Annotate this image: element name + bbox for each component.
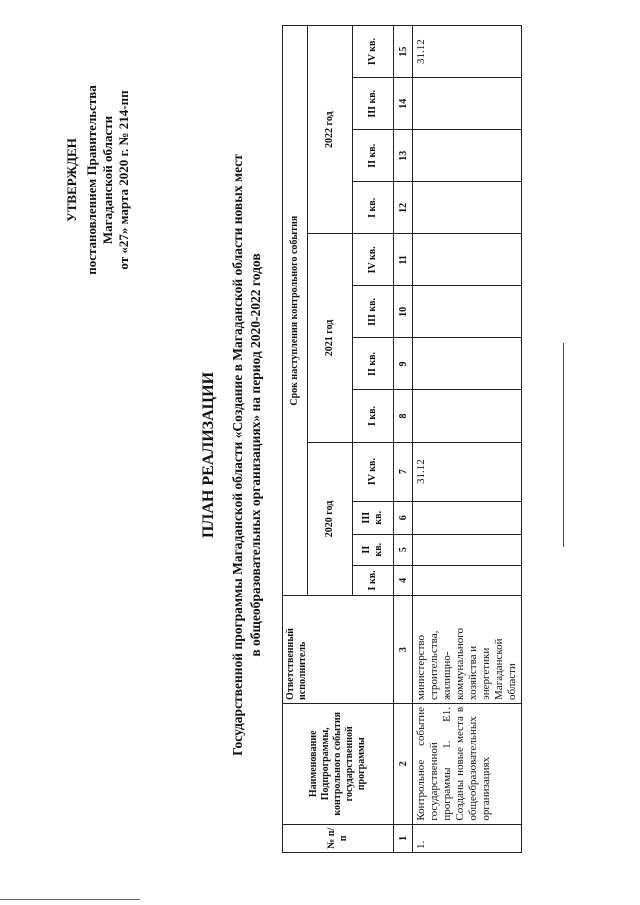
row-num: 1. — [413, 824, 522, 852]
header-2020-q2: II кв. — [353, 534, 394, 565]
signature-line — [563, 343, 565, 547]
cell-2021-q4 — [413, 234, 522, 286]
header-name: Наименование Подпрограммы, контрольного события государственной программы — [283, 703, 394, 824]
header-year-2021: 2021 год — [308, 234, 353, 442]
plan-title: ПЛАН РЕАЛИЗАЦИИ — [200, 371, 217, 539]
col-number: 9 — [394, 338, 413, 390]
header-2022-q2: II кв. — [353, 130, 394, 182]
plan-subtitle-2: в общеобразовательных организациях» на период 2020-2022 годов — [248, 253, 263, 657]
header-2022-q3: III кв. — [353, 78, 394, 130]
table-row — [413, 26, 522, 853]
col-number: 7 — [394, 442, 413, 501]
header-2020-q1: I кв. — [353, 565, 394, 596]
cell-2021-q2 — [413, 338, 522, 390]
header-2020-q4: IV кв. — [353, 442, 394, 501]
cell-2020-q4: 31.12 — [413, 442, 522, 501]
header-2022-q4: IV кв. — [353, 26, 394, 78]
header-year-2022: 2022 год — [308, 26, 353, 234]
row-executor: министерство строительства, жилищно-коммунального хозяйства и энергетики Магаданской области — [413, 596, 522, 704]
cell-2020-q2 — [413, 534, 522, 565]
approval-line-1: постановлением Правительства — [84, 85, 99, 275]
col-number: 1 — [394, 824, 413, 852]
bottom-edge-line — [0, 899, 140, 900]
header-2021-q1: I кв. — [353, 390, 394, 442]
row-name: Контрольное событие государственной программы 1. E1. Созданы новые места в общеобразовательных организациях — [413, 703, 522, 824]
header-year-2020: 2020 год — [308, 442, 353, 596]
plan-table — [282, 25, 522, 853]
col-number: 12 — [394, 182, 413, 234]
header-2022-q1: I кв. — [353, 182, 394, 234]
col-number: 5 — [394, 534, 413, 565]
col-number: 4 — [394, 565, 413, 596]
header-deadline: Срок наступления контрольного события — [283, 26, 308, 596]
header-2021-q2: II кв. — [353, 338, 394, 390]
cell-2022-q3 — [413, 78, 522, 130]
col-number: 10 — [394, 286, 413, 338]
col-number: 13 — [394, 130, 413, 182]
approval-line-3: от «27» марта 2020 г. № 214-пп — [116, 90, 131, 270]
col-number: 2 — [394, 703, 413, 824]
col-number: 6 — [394, 501, 413, 534]
col-number: 14 — [394, 78, 413, 130]
cell-2021-q3 — [413, 286, 522, 338]
header-2020-q3: III кв. — [353, 501, 394, 534]
header-num: № п/п — [283, 824, 394, 852]
col-number: 3 — [394, 596, 413, 704]
col-number: 8 — [394, 390, 413, 442]
cell-2022-q4: 31.12 — [413, 26, 522, 78]
header-2021-q3: III кв. — [353, 286, 394, 338]
cell-2022-q1 — [413, 182, 522, 234]
approval-line-2: Магаданской области — [100, 115, 115, 245]
approval-heading: УТВЕРЖДЕН — [64, 138, 79, 222]
col-number: 15 — [394, 26, 413, 78]
plan-subtitle-1: Государственной программы Магаданской области «Создание в Магаданской области новых мест — [230, 154, 245, 756]
cell-2022-q2 — [413, 130, 522, 182]
cell-2020-q3 — [413, 501, 522, 534]
header-2021-q4: IV кв. — [353, 234, 394, 286]
header-executor: Ответственный исполнитель — [283, 596, 394, 704]
cell-2020-q1 — [413, 565, 522, 596]
col-number: 11 — [394, 234, 413, 286]
cell-2021-q1 — [413, 390, 522, 442]
